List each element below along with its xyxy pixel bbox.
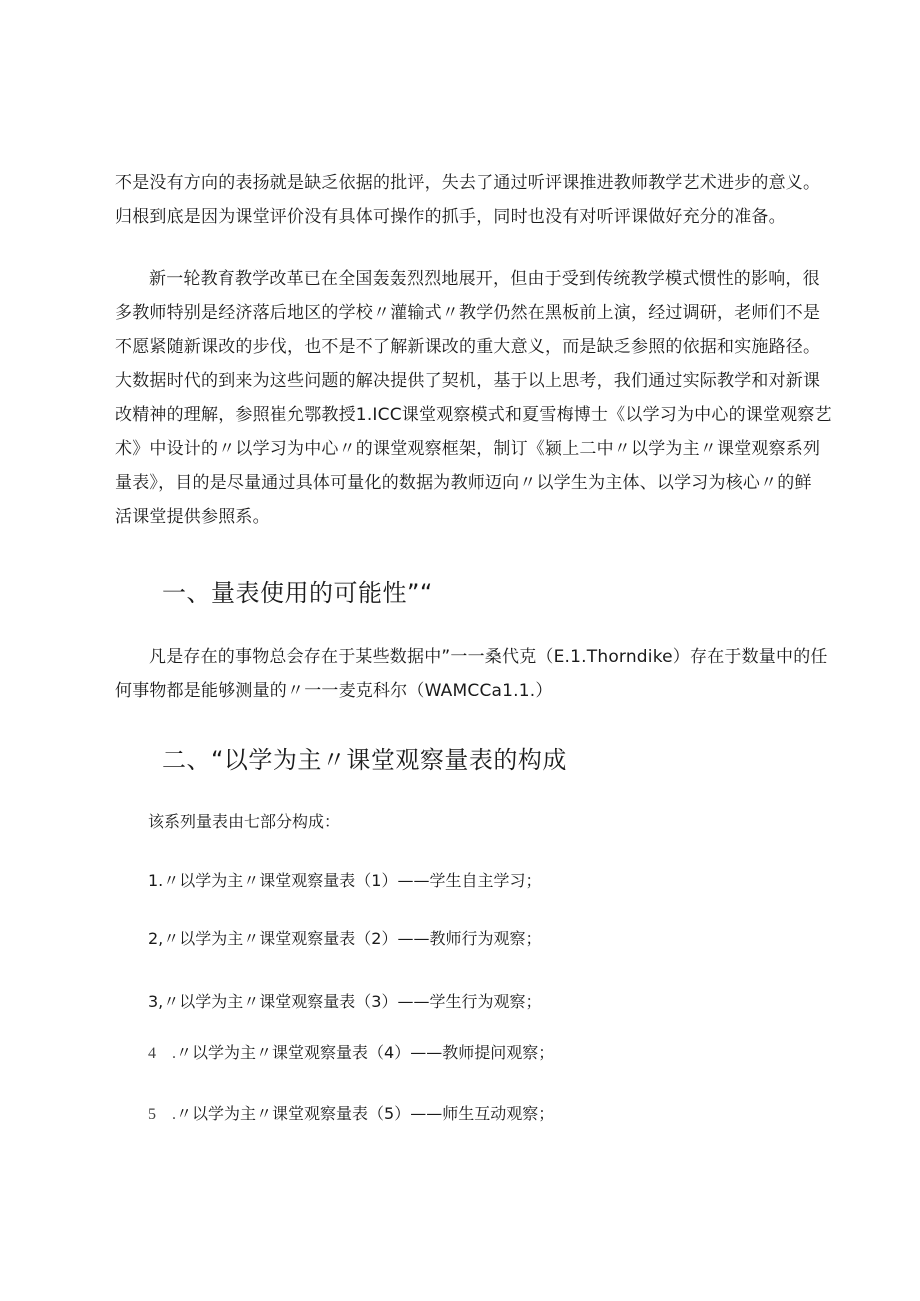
list-item [148,1041,554,1066]
list-item-text: 〃以学为主〃课堂观察量表（5）——师生互动观察； [176,1104,555,1123]
section-heading-1: 一、量表使用的可能性”“ [162,579,433,607]
paragraph-line: 何事物都是能够测量的〃一一麦克科尔（WAMCCa1.1.） [115,681,553,701]
list-item-number: 3, [148,992,164,1011]
paragraph-line: 活课堂提供参照系。 [115,507,270,527]
list-item [148,1102,554,1127]
paragraph-2 [115,262,832,534]
paragraph-line: 新一轮教育教学改革已在全国轰轰烈烈地展开，但由于受到传统教学模式惯性的影响，很 [149,269,820,289]
paragraph-line: 改精神的理解，参照崔允鄂教授1.ICC课堂观察模式和夏雪梅博士《以学习为中心的课堂观察艺 [115,405,832,425]
list-item-text: 〃以学为主〃课堂观察量表（4）——教师提问观察； [176,1043,555,1062]
paragraph-1 [115,166,821,234]
list-item [148,990,541,1014]
list-item-number: 4 . [148,1045,177,1062]
section-heading-2: 二、“以学为主〃课堂观察量表的构成 [162,746,567,774]
list-item [148,869,541,893]
intro-text: 该系列量表由七部分构成： [148,812,341,831]
paragraph-line: 多教师特别是经济落后地区的学校〃灌输式〃教学仍然在黑板前上演，经过调研，老师们不是 [115,303,821,323]
list-item-text: 〃以学为主〃课堂观察量表（1）——学生自主学习； [163,871,542,890]
list-item-text: 〃以学为主〃课堂观察量表（2）——教师行为观察； [163,929,542,948]
paragraph-line: 大数据时代的到来为这些问题的解决提供了契机，基于以上思考，我们通过实际教学和对新课 [115,371,821,391]
paragraph-line: 凡是存在的事物总会存在于某些数据中”一一桑代克（E.1.Thorndike）存在于数量中的任 [149,647,828,667]
paragraph-line: 量表》，目的是尽量通过具体可量化的数据为教师迈向〃以学生为主体、以学习为核心〃的鲜 [115,473,812,493]
list-item-number: 5 . [148,1106,177,1123]
paragraph-line: 不愿紧随新课改的步伐，也不是不了解新课改的重大意义，而是缺乏参照的依据和实施路径。 [115,337,821,357]
paragraph-line: 不是没有方向的表扬就是缺乏依据的批评，失去了通过听评课推进教师教学艺术进步的意义。 [115,173,821,193]
paragraph-line: 术》中设计的〃以学习为中心〃的课堂观察框架，制订《颍上二中〃以学为主〃课堂观察系列 [115,439,821,459]
list-item-text: 〃以学为主〃课堂观察量表（3）——学生行为观察； [163,992,542,1011]
list-item-number: 2, [148,929,164,948]
paragraph-line: 归根到底是因为课堂评价没有具体可操作的抓手，同时也没有对听评课做好充分的准备。 [115,207,786,227]
paragraph-3 [115,640,828,708]
list-item [148,927,541,951]
list-item-number: 1. [148,871,164,890]
